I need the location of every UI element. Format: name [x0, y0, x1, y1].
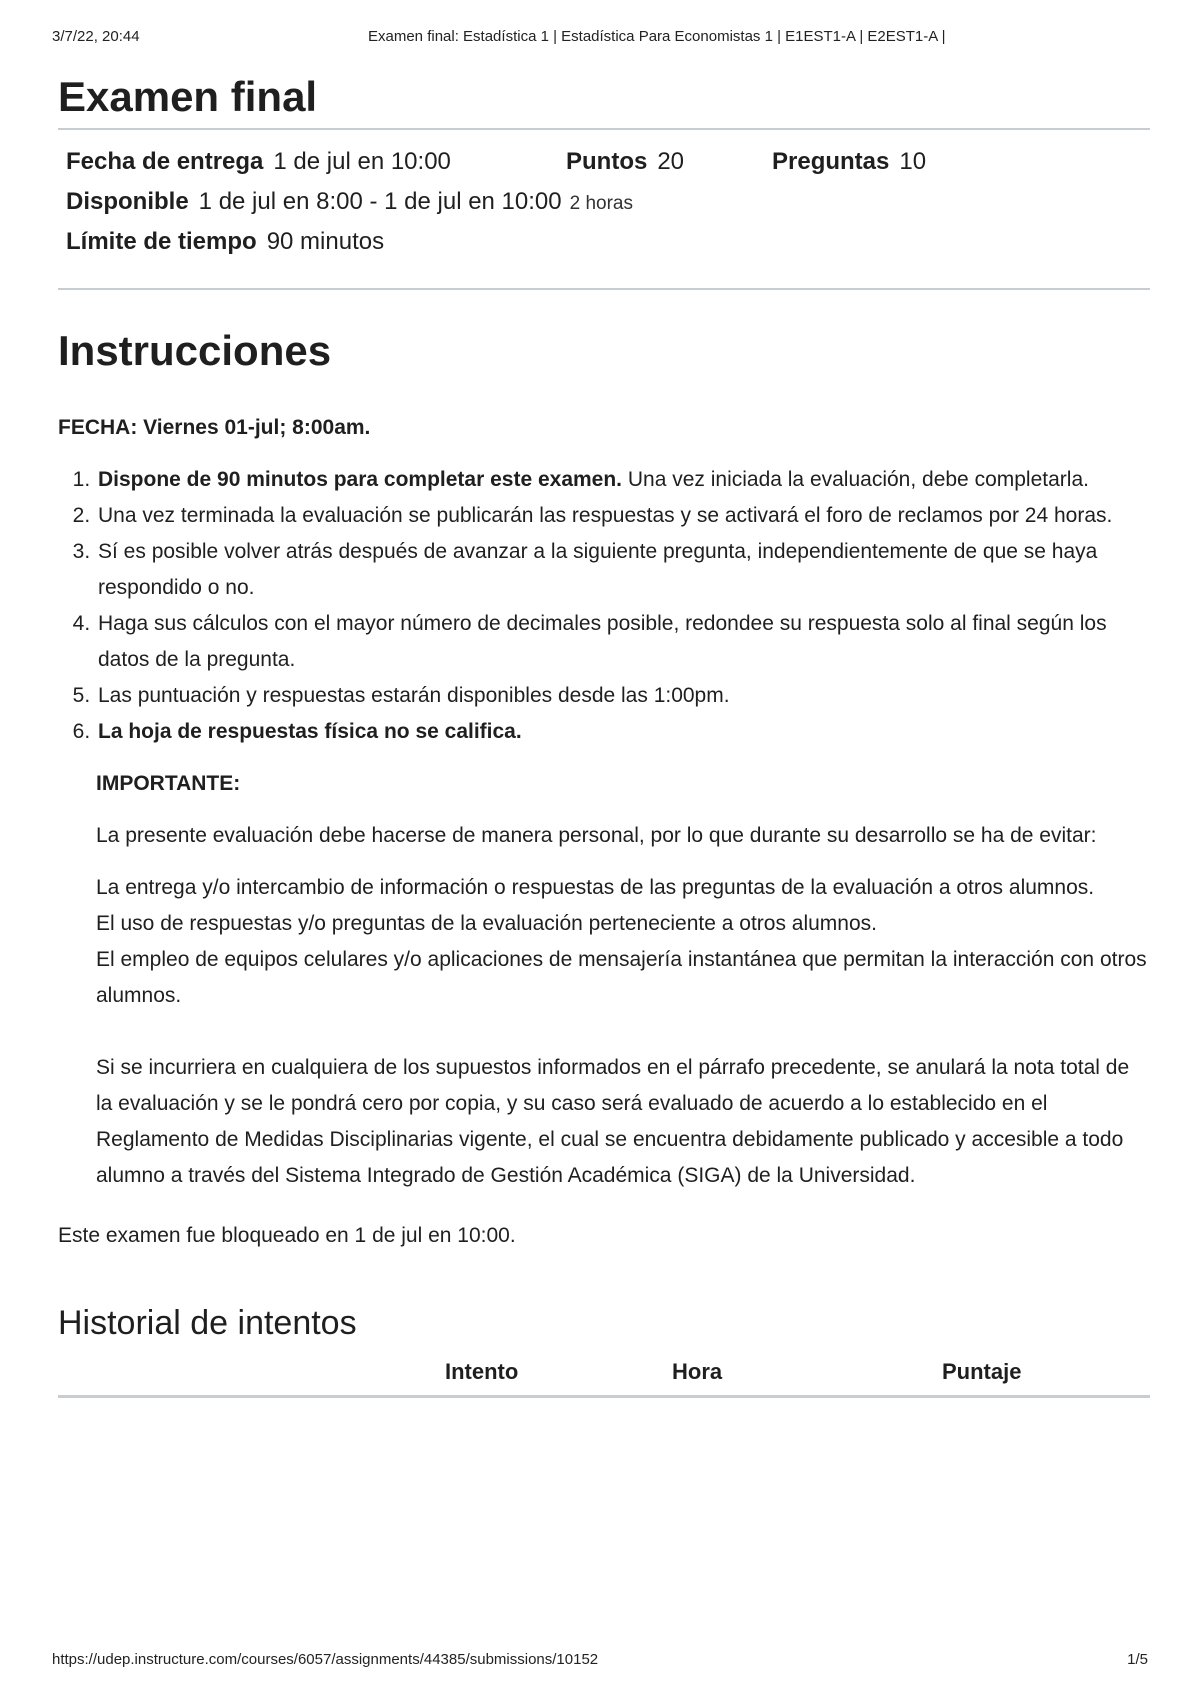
paragraph-line: El empleo de equipos celulares y/o aplicaciones de mensajería instantánea que permitan la interacción con otros alumnos. [96, 948, 1147, 1007]
details-row-1 [66, 148, 1142, 188]
list-item: 3. Sí es posible volver atrás después de avanzar a la siguiente pregunta, independientemente de que se haya respondido o no. [96, 534, 1150, 606]
questions [772, 148, 926, 176]
page-number: 1/5 [1127, 1651, 1148, 1668]
list-item: 4. Haga sus cálculos con el mayor número de decimales posible, redondee su respuesta solo al final según los datos de la pregunta. [96, 606, 1150, 678]
important-section [96, 766, 1150, 1194]
paragraph: Si se incurriera en cualquiera de los supuestos informados en el párrafo precedente, se anulará la nota total de la evaluación y se le pondrá cero por copia, y su caso será evaluado de acuerdo a lo establecido en el Reglamento de Medidas Disciplinarias vigente, el cual se encuentra debidamente publicado y accesible a todo alumno a través del Sistema Integrado de Gestión Académica (SIGA) de la Universidad. [96, 1056, 1130, 1187]
available-duration: 2 horas [569, 193, 633, 214]
time-limit-value: 90 minutos [266, 228, 385, 255]
page-title: Examen final [58, 73, 318, 120]
item-emphasis: Dispone de 90 minutos para completar este examen. [98, 468, 623, 491]
divider [58, 288, 1150, 290]
due-value: 1 de jul en 10:00 [273, 148, 451, 175]
details-row-3 [66, 228, 1142, 268]
locked-message: Este examen fue bloqueado en 1 de jul en 10:00. [58, 1224, 516, 1247]
points-value: 20 [657, 148, 685, 175]
page-url: https://udep.instructure.com/courses/6057/assignments/44385/submissions/10152 [52, 1651, 599, 1668]
col-time: Hora [672, 1359, 723, 1384]
paragraph-line: El uso de respuestas y/o preguntas de la evaluación perteneciente a otros alumnos. [96, 912, 877, 935]
divider [58, 1395, 1150, 1398]
points [566, 148, 772, 176]
col-score: Puntaje [942, 1359, 1022, 1384]
questions-value: 10 [899, 148, 927, 175]
exam-date: FECHA: Viernes 01-jul; 8:00am. [58, 416, 371, 439]
item-emphasis: La hoja de respuestas física no se califica. [98, 720, 522, 743]
available-label: Disponible [66, 188, 189, 215]
print-date: 3/7/22, 20:44 [52, 28, 140, 45]
instructions-heading: Instrucciones [58, 327, 332, 374]
col-attempt: Intento [445, 1359, 519, 1384]
points-label: Puntos [566, 148, 648, 175]
details-row-2 [66, 188, 1142, 228]
instructions-list [58, 462, 1150, 750]
list-item [96, 714, 1150, 750]
questions-label: Preguntas [772, 148, 890, 175]
paragraph: La presente evaluación debe hacerse de manera personal, por lo que durante su desarrollo se ha de evitar: [96, 824, 1097, 847]
quiz-details [58, 130, 1150, 288]
list-item [96, 462, 1150, 498]
list-item: 5. Las puntuación y respuestas estarán disponibles desde las 1:00pm. [96, 678, 1150, 714]
important-label: IMPORTANTE: [96, 772, 241, 795]
paragraph-line: La entrega y/o intercambio de información o respuestas de las preguntas de la evaluación a otros alumnos. [96, 876, 1095, 899]
item-text: Una vez iniciada la evaluación, debe completarla. [622, 468, 1089, 491]
list-item: 2. Una vez terminada la evaluación se publicarán las respuestas y se activará el foro de reclamos por 24 horas. [96, 498, 1150, 534]
spacer [96, 1014, 1150, 1050]
due-label: Fecha de entrega [66, 148, 264, 175]
main-content [58, 60, 1150, 1398]
available-value: 1 de jul en 8:00 - 1 de jul en 10:00 [198, 188, 562, 215]
history-heading: Historial de intentos [58, 1304, 357, 1342]
history-table-header [58, 1343, 1150, 1395]
paragraph-group [96, 870, 1150, 1014]
time-limit-label: Límite de tiempo [66, 228, 257, 255]
print-header [52, 28, 1148, 52]
due-date [66, 148, 566, 176]
print-document-title: Examen final: Estadística 1 | Estadística Para Economistas 1 | E1EST1-A | E2EST1-A | [368, 28, 946, 45]
